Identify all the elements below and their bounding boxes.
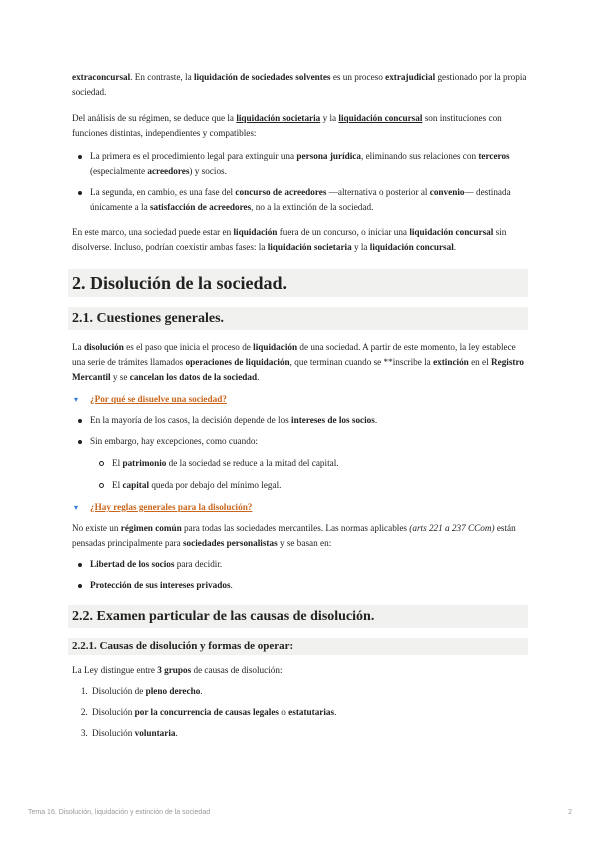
section-2-1-paragraph-2: No existe un régimen común para todas las sociedades mercantiles. Las normas aplicables (arts 221 a 237 CCom) están pensadas principalmente para sociedades personalistas y se basan en: bbox=[72, 523, 516, 548]
toggle-triangle-icon: ▾ bbox=[74, 503, 79, 512]
page-body bbox=[72, 70, 528, 747]
toggle-label: ¿Por qué se disuelve una sociedad? bbox=[90, 394, 227, 404]
list-item: Sin embargo, hay excepciones, como cuando: El patrimonio de la sociedad se reduce a la mitad del capital. El capital queda por debajo del mínimo legal. bbox=[72, 434, 528, 493]
toggle-general-rules[interactable] bbox=[72, 500, 528, 515]
list-item: La primera es el procedimiento legal para extinguir una persona jurídica, eliminando sus relaciones con terceros (especialmente acreedores) y socios. bbox=[72, 149, 528, 179]
sub-bullet-list bbox=[72, 456, 528, 493]
footer-title: Tema 16. Disolución, liquidación y extinción de la sociedad bbox=[28, 809, 211, 816]
list-item: La segunda, en cambio, es una fase del concurso de acreedores —alternativa o posterior al convenio— destinada únicamente a la satisfacción de acreedores, no a la extinción de la sociedad. bbox=[72, 185, 528, 215]
toggle-label: ¿Hay reglas generales para la disolución? bbox=[90, 502, 253, 512]
subsection-heading-2-1: 2.1. Cuestiones generales. bbox=[68, 307, 528, 330]
list-item: En la mayoría de los casos, la decisión depende de los intereses de los socios. bbox=[72, 413, 528, 428]
page-footer bbox=[28, 809, 572, 816]
list-item: 1. Disolución de pleno derecho. bbox=[90, 684, 528, 699]
list-item: El patrimonio de la sociedad se reduce a la mitad del capital. bbox=[94, 456, 528, 471]
intro-paragraph-1: extraconcursal. En contraste, la liquidación de sociedades solventes es un proceso extrajudicial gestionado por la propia sociedad. bbox=[72, 72, 527, 97]
toggle-why-dissolve[interactable] bbox=[72, 392, 528, 407]
list-item: 2. Disolución por la concurrencia de causas legales o estatutarias. bbox=[90, 705, 528, 720]
toggle-1-bullet-list bbox=[72, 413, 528, 493]
section-2-1-paragraph: La disolución es el paso que inicia el proceso de liquidación de una sociedad. A partir de este momento, la ley establece una serie de trámites llamados operaciones de liquidación, que terminan cuando se **inscribe la extinción en el Registro Mercantil y se cancelan los datos de la sociedad. bbox=[72, 342, 524, 382]
toggle-2-bullet-list bbox=[72, 557, 528, 593]
intro-paragraph-2: Del análisis de su régimen, se deduce que la liquidación societaria y la liquidación concursal son instituciones con funciones distintas, independientes y compatibles: bbox=[72, 113, 502, 138]
dissolution-causes-list bbox=[72, 684, 528, 741]
list-item: Libertad de los socios para decidir. bbox=[72, 557, 528, 572]
toggle-triangle-icon: ▾ bbox=[74, 395, 79, 404]
list-item: Protección de sus intereses privados. bbox=[72, 578, 528, 593]
intro-paragraph-3: En este marco, una sociedad puede estar en liquidación fuera de un concurso, o iniciar una liquidación concursal sin disolverse. Incluso, podrían coexistir ambas fases: la liquidación societaria y la liquidación concursal. bbox=[72, 227, 507, 252]
list-item: El capital queda por debajo del mínimo legal. bbox=[94, 478, 528, 493]
intro-bullet-list bbox=[72, 149, 528, 215]
list-item: 3. Disolución voluntaria. bbox=[90, 726, 528, 741]
subsection-heading-2-2: 2.2. Examen particular de las causas de disolución. bbox=[68, 605, 528, 628]
subsection-heading-2-2-1: 2.2.1. Causas de disolución y formas de operar: bbox=[68, 638, 528, 655]
section-2-2-1-paragraph: La Ley distingue entre 3 grupos de causas de disolución: bbox=[72, 665, 283, 675]
page-number: 2 bbox=[568, 809, 572, 816]
section-heading-2: 2. Disolución de la sociedad. bbox=[68, 269, 528, 297]
